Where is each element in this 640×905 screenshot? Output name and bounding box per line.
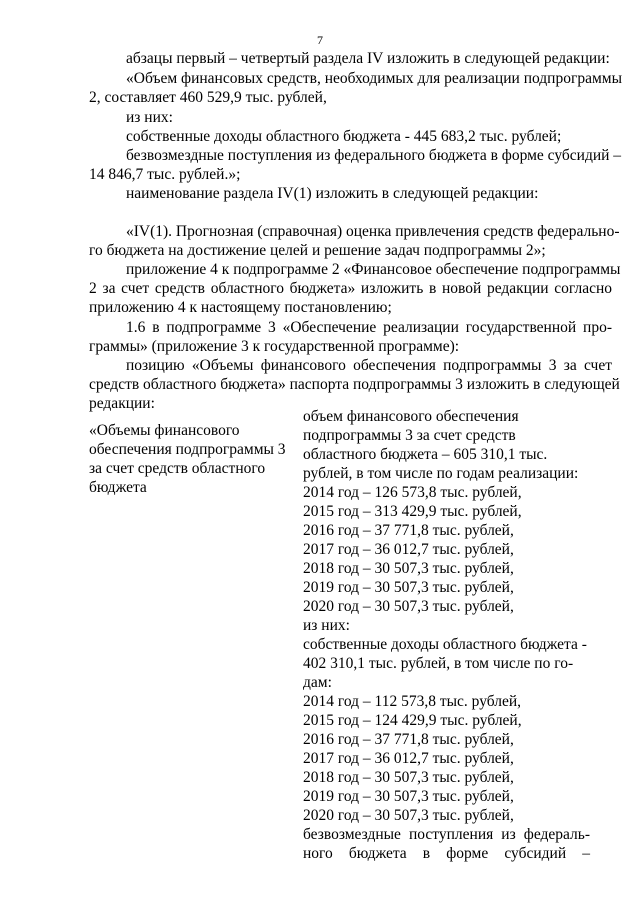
- table-right-line: 2018 год – 30 507,3 тыс. рублей,: [303, 769, 514, 786]
- table-right-line: 2016 год – 37 771,8 тыс. рублей,: [303, 731, 514, 748]
- table-left-line: обеспечения подпрограммы 3: [89, 441, 286, 458]
- table-right-line: собственные доходы областного бюджета -: [303, 636, 587, 653]
- table-right-line: дам:: [303, 674, 332, 691]
- table-right-line: 2020 год – 30 507,3 тыс. рублей,: [303, 598, 514, 615]
- paragraph-line: позицию «Объемы финансового обеспечения подпрограммы 3 за счет: [126, 357, 612, 374]
- paragraph-line: наименование раздела IV(1) изложить в следующей редакции:: [126, 185, 539, 202]
- paragraph-line: из них:: [126, 109, 173, 126]
- table-right-line: подпрограммы 3 за счет средств: [303, 427, 516, 444]
- page-number: 7: [317, 33, 323, 47]
- table-right-line: 2019 год – 30 507,3 тыс. рублей,: [303, 788, 514, 805]
- table-right-line: 2017 год – 36 012,7 тыс. рублей,: [303, 541, 514, 558]
- paragraph-line: приложению 4 к настоящему постановлению;: [89, 299, 392, 316]
- table-right-line: 2014 год – 126 573,8 тыс. рублей,: [303, 484, 522, 501]
- table-right-line: 2019 год – 30 507,3 тыс. рублей,: [303, 579, 514, 596]
- table-right-line: объем финансового обеспечения: [303, 408, 519, 425]
- paragraph-line: собственные доходы областного бюджета - 445 683,2 тыс. рублей;: [126, 128, 562, 145]
- paragraph-line: 2 за счет средств областного бюджета» изложить в новой редакции согласно: [89, 280, 612, 297]
- table-right-line: ного бюджета в форме субсидий –: [303, 845, 590, 862]
- paragraph-line: средств областного бюджета» паспорта подпрограммы 3 изложить в следующей: [89, 376, 620, 393]
- table-right-line: 2017 год – 36 012,7 тыс. рублей,: [303, 750, 514, 767]
- paragraph-line: безвозмездные поступления из федерального бюджета в форме субсидий –: [126, 147, 622, 164]
- table-left-line: «Объемы финансового: [89, 422, 240, 439]
- paragraph-line: приложение 4 к подпрограмме 2 «Финансовое обеспечение подпрограммы: [126, 261, 621, 278]
- table-right-line: 2015 год – 313 429,9 тыс. рублей,: [303, 503, 522, 520]
- section-heading-line: «IV(1). Прогнозная (справочная) оценка привлечения средств федерально-: [126, 223, 620, 240]
- table-right-line: из них:: [303, 617, 350, 634]
- paragraph-line: 14 846,7 тыс. рублей.»;: [89, 166, 241, 183]
- table-right-line: 402 310,1 тыс. рублей, в том числе по го-: [303, 655, 574, 672]
- table-right-line: 2014 год – 112 573,8 тыс. рублей,: [303, 693, 522, 710]
- table-right-line: 2020 год – 30 507,3 тыс. рублей,: [303, 807, 514, 824]
- paragraph-line: редакции:: [89, 395, 155, 412]
- table-left-line: за счет средств областного: [89, 460, 266, 477]
- section-heading-line: го бюджета на достижение целей и решение задач подпрограммы 2»;: [89, 242, 546, 259]
- paragraph-line: 2, составляет 460 529,9 тыс. рублей,: [89, 89, 327, 106]
- table-right-line: 2015 год – 124 429,9 тыс. рублей,: [303, 712, 522, 729]
- table-right-line: безвозмездные поступления из федераль-: [303, 826, 590, 843]
- paragraph-line: 1.6 в подпрограмме 3 «Обеспечение реализации государственной про-: [126, 319, 612, 336]
- paragraph-line: абзацы первый – четвертый раздела IV изложить в следующей редакции:: [126, 50, 610, 67]
- table-right-line: рублей, в том числе по годам реализации:: [303, 465, 579, 482]
- table-right-line: областного бюджета – 605 310,1 тыс.: [303, 446, 548, 463]
- paragraph-line: граммы» (приложение 3 к государственной программе):: [89, 338, 460, 355]
- table-left-line: бюджета: [89, 479, 147, 496]
- table-right-line: 2016 год – 37 771,8 тыс. рублей,: [303, 522, 514, 539]
- table-right-line: 2018 год – 30 507,3 тыс. рублей,: [303, 560, 514, 577]
- paragraph-line: «Объем финансовых средств, необходимых для реализации подпрограммы: [126, 70, 622, 87]
